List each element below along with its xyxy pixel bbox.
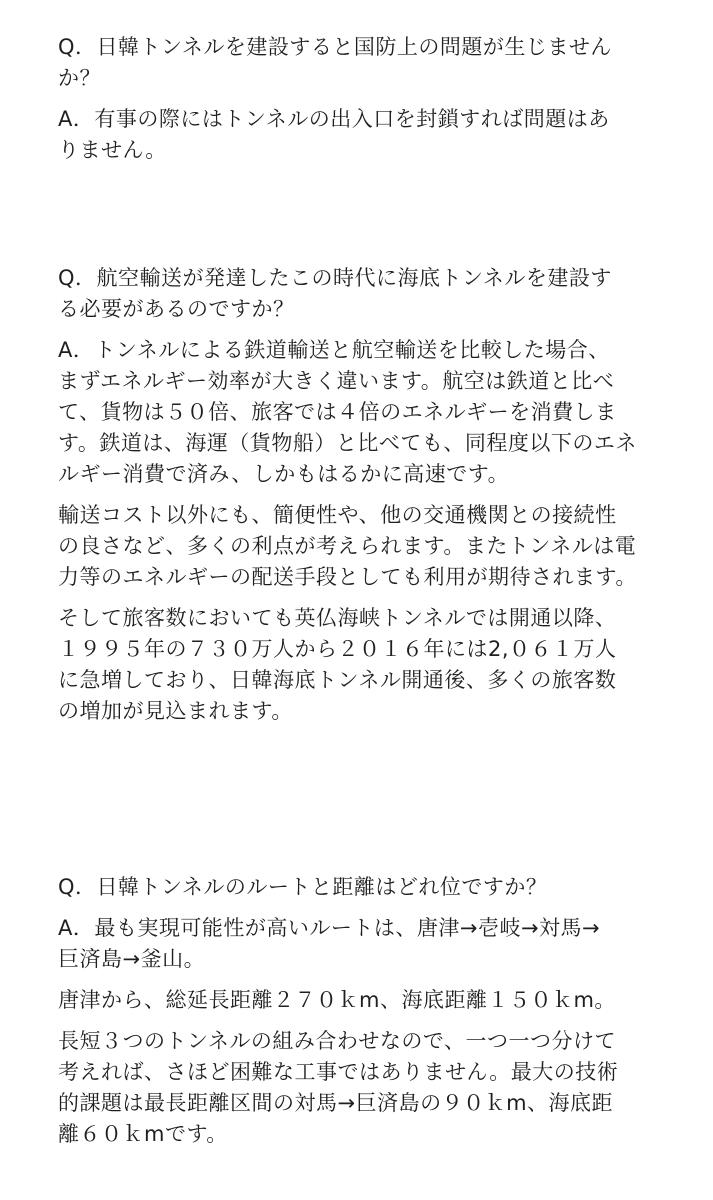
answer-paragraph: 長短３つのトンネルの組み合わせなので、一つ一つ分けて 考えれば、さほど困難な工事ではありません。最大の技術 的課題は最長距離区間の対馬→巨済島の９０ｋm、海底距 離６０ｋmです。: [58, 1029, 619, 1146]
answer-text: A．最も実現可能性が高いルートは、唐津→壱岐→対馬→ 巨済島→釜山。: [58, 916, 601, 971]
answer-text: A．有事の際にはトンネルの出入口を封鎖すれば問題はあ りません。: [58, 107, 610, 162]
question-text: Q．航空輸送が発達したこの時代に海底トンネルを建設す る必要があるのですか？: [58, 266, 612, 321]
answer-paragraph: 輸送コスト以外にも、簡便性や、他の交通機関との接続性 の良さなど、多くの利点が考えられます。またトンネルは電 力等のエネルギーの配送手段としても利用が期待されます。: [58, 503, 637, 589]
answer-text: A．トンネルによる鉄道輸送と航空輸送を比較した場合、 まずエネルギー効率が大きく違います。航空は鉄道と比べ て、貨物は５０倍、旅客では４倍のエネルギーを消費しま す。鉄道は、海運（貨物船）と比べても、同程度以下のエネ ルギー消費で済み、しかもはるかに高速です。: [58, 338, 637, 486]
answer-paragraph: そして旅客数においても英仏海峡トンネルでは開通以降、 １９９５年の７３０万人から２０１６年には2,０６１万人 に急増しており、日韓海底トンネル開通後、多くの旅客数 の増加が見込まれます。: [58, 606, 617, 723]
faq-item-route: [58, 872, 658, 1150]
answer-paragraph: 唐津から、総延長距離２７０ｋm、海底距離１５０ｋm。: [58, 988, 616, 1012]
question-text: Q．日韓トンネルのルートと距離はどれ位ですか？: [58, 875, 548, 899]
question-text: Q．日韓トンネルを建設すると国防上の問題が生じません か？: [58, 35, 612, 90]
faq-item-defense: [58, 32, 658, 166]
faq-item-air-transport: [58, 263, 658, 727]
